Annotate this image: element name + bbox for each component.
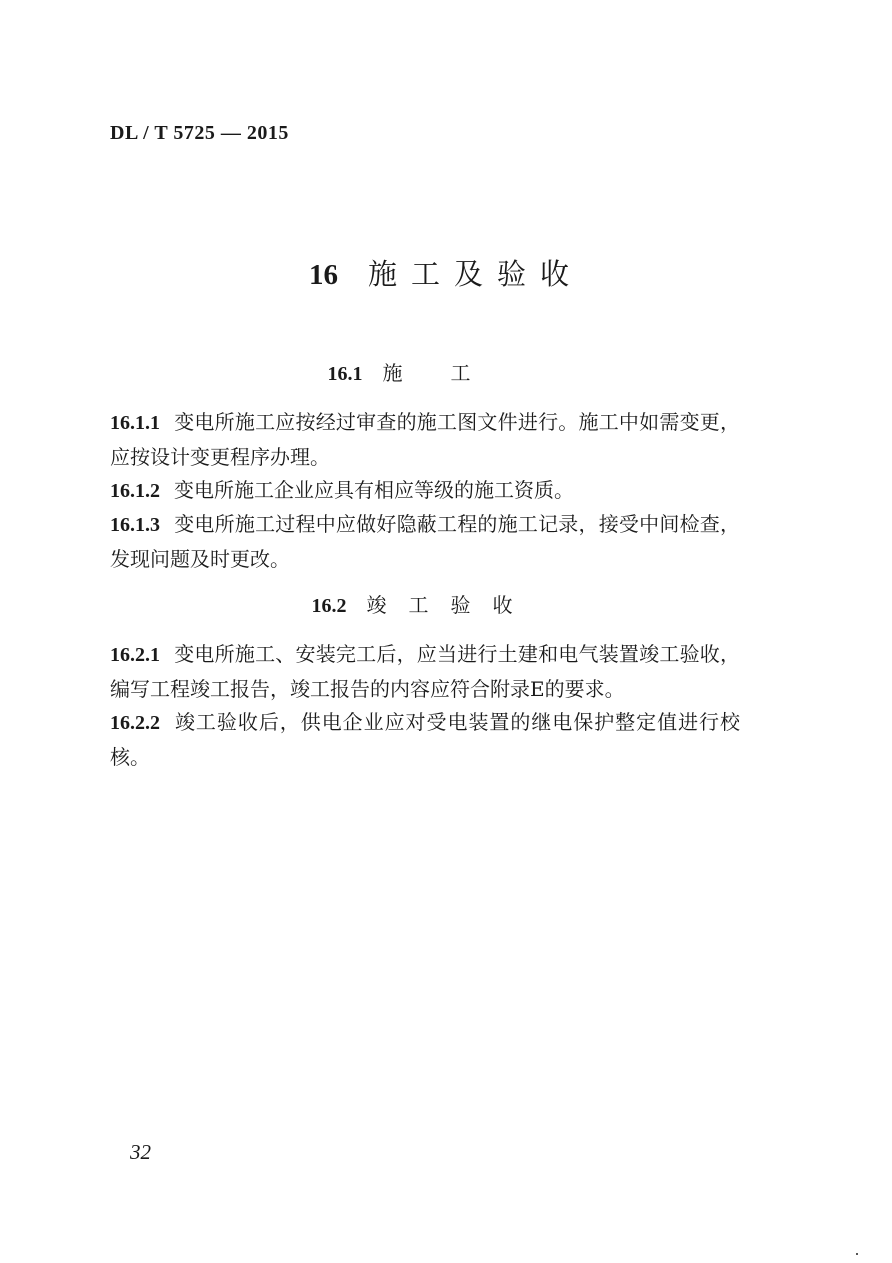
standard-code: DL / T 5725 — 2015 (110, 122, 289, 144)
clause-16-1-1 (110, 405, 740, 474)
clause-text: 竣工验收后，供电企业应对受电装置的继电保护整定值进行校核。 (110, 710, 740, 769)
clause-number: 16.1.3 (110, 514, 160, 536)
clause-16-1-3 (110, 507, 740, 576)
clause-number: 16.1.2 (110, 480, 160, 502)
clause-16-1-2 (110, 473, 740, 508)
clause-number: 16.1.1 (110, 412, 160, 434)
section-number: 16.1 (327, 363, 363, 385)
section-title-16-2 (0, 589, 846, 618)
section-title-text: 施工 (382, 361, 519, 385)
clause-text: 变电所施工、安装完工后，应当进行土建和电气装置竣工验收，编写工程竣工报告，竣工报告的内容应符合附录E的要求。 (110, 642, 740, 701)
chapter-number: 16 (308, 259, 338, 291)
section-title-16-1 (0, 357, 846, 386)
clause-text: 变电所施工应按经过审查的施工图文件进行。施工中如需变更，应按设计变更程序办理。 (110, 410, 740, 469)
section-number: 16.2 (311, 595, 347, 617)
clause-16-2-2 (110, 705, 740, 774)
scan-speck (856, 1253, 858, 1255)
clause-number: 16.2.1 (110, 644, 160, 666)
section-title-text: 竣工验收 (366, 593, 535, 617)
clause-16-2-1 (110, 637, 740, 706)
clause-text: 变电所施工过程中应做好隐蔽工程的施工记录，接受中间检查，发现问题及时更改。 (110, 512, 740, 571)
clause-text: 变电所施工企业应具有相应等级的施工资质。 (174, 478, 574, 502)
chapter-title-text: 施工及验收 (367, 257, 583, 291)
clause-number: 16.2.2 (110, 712, 160, 734)
chapter-title (0, 252, 892, 293)
page-number: 32 (130, 1140, 151, 1164)
